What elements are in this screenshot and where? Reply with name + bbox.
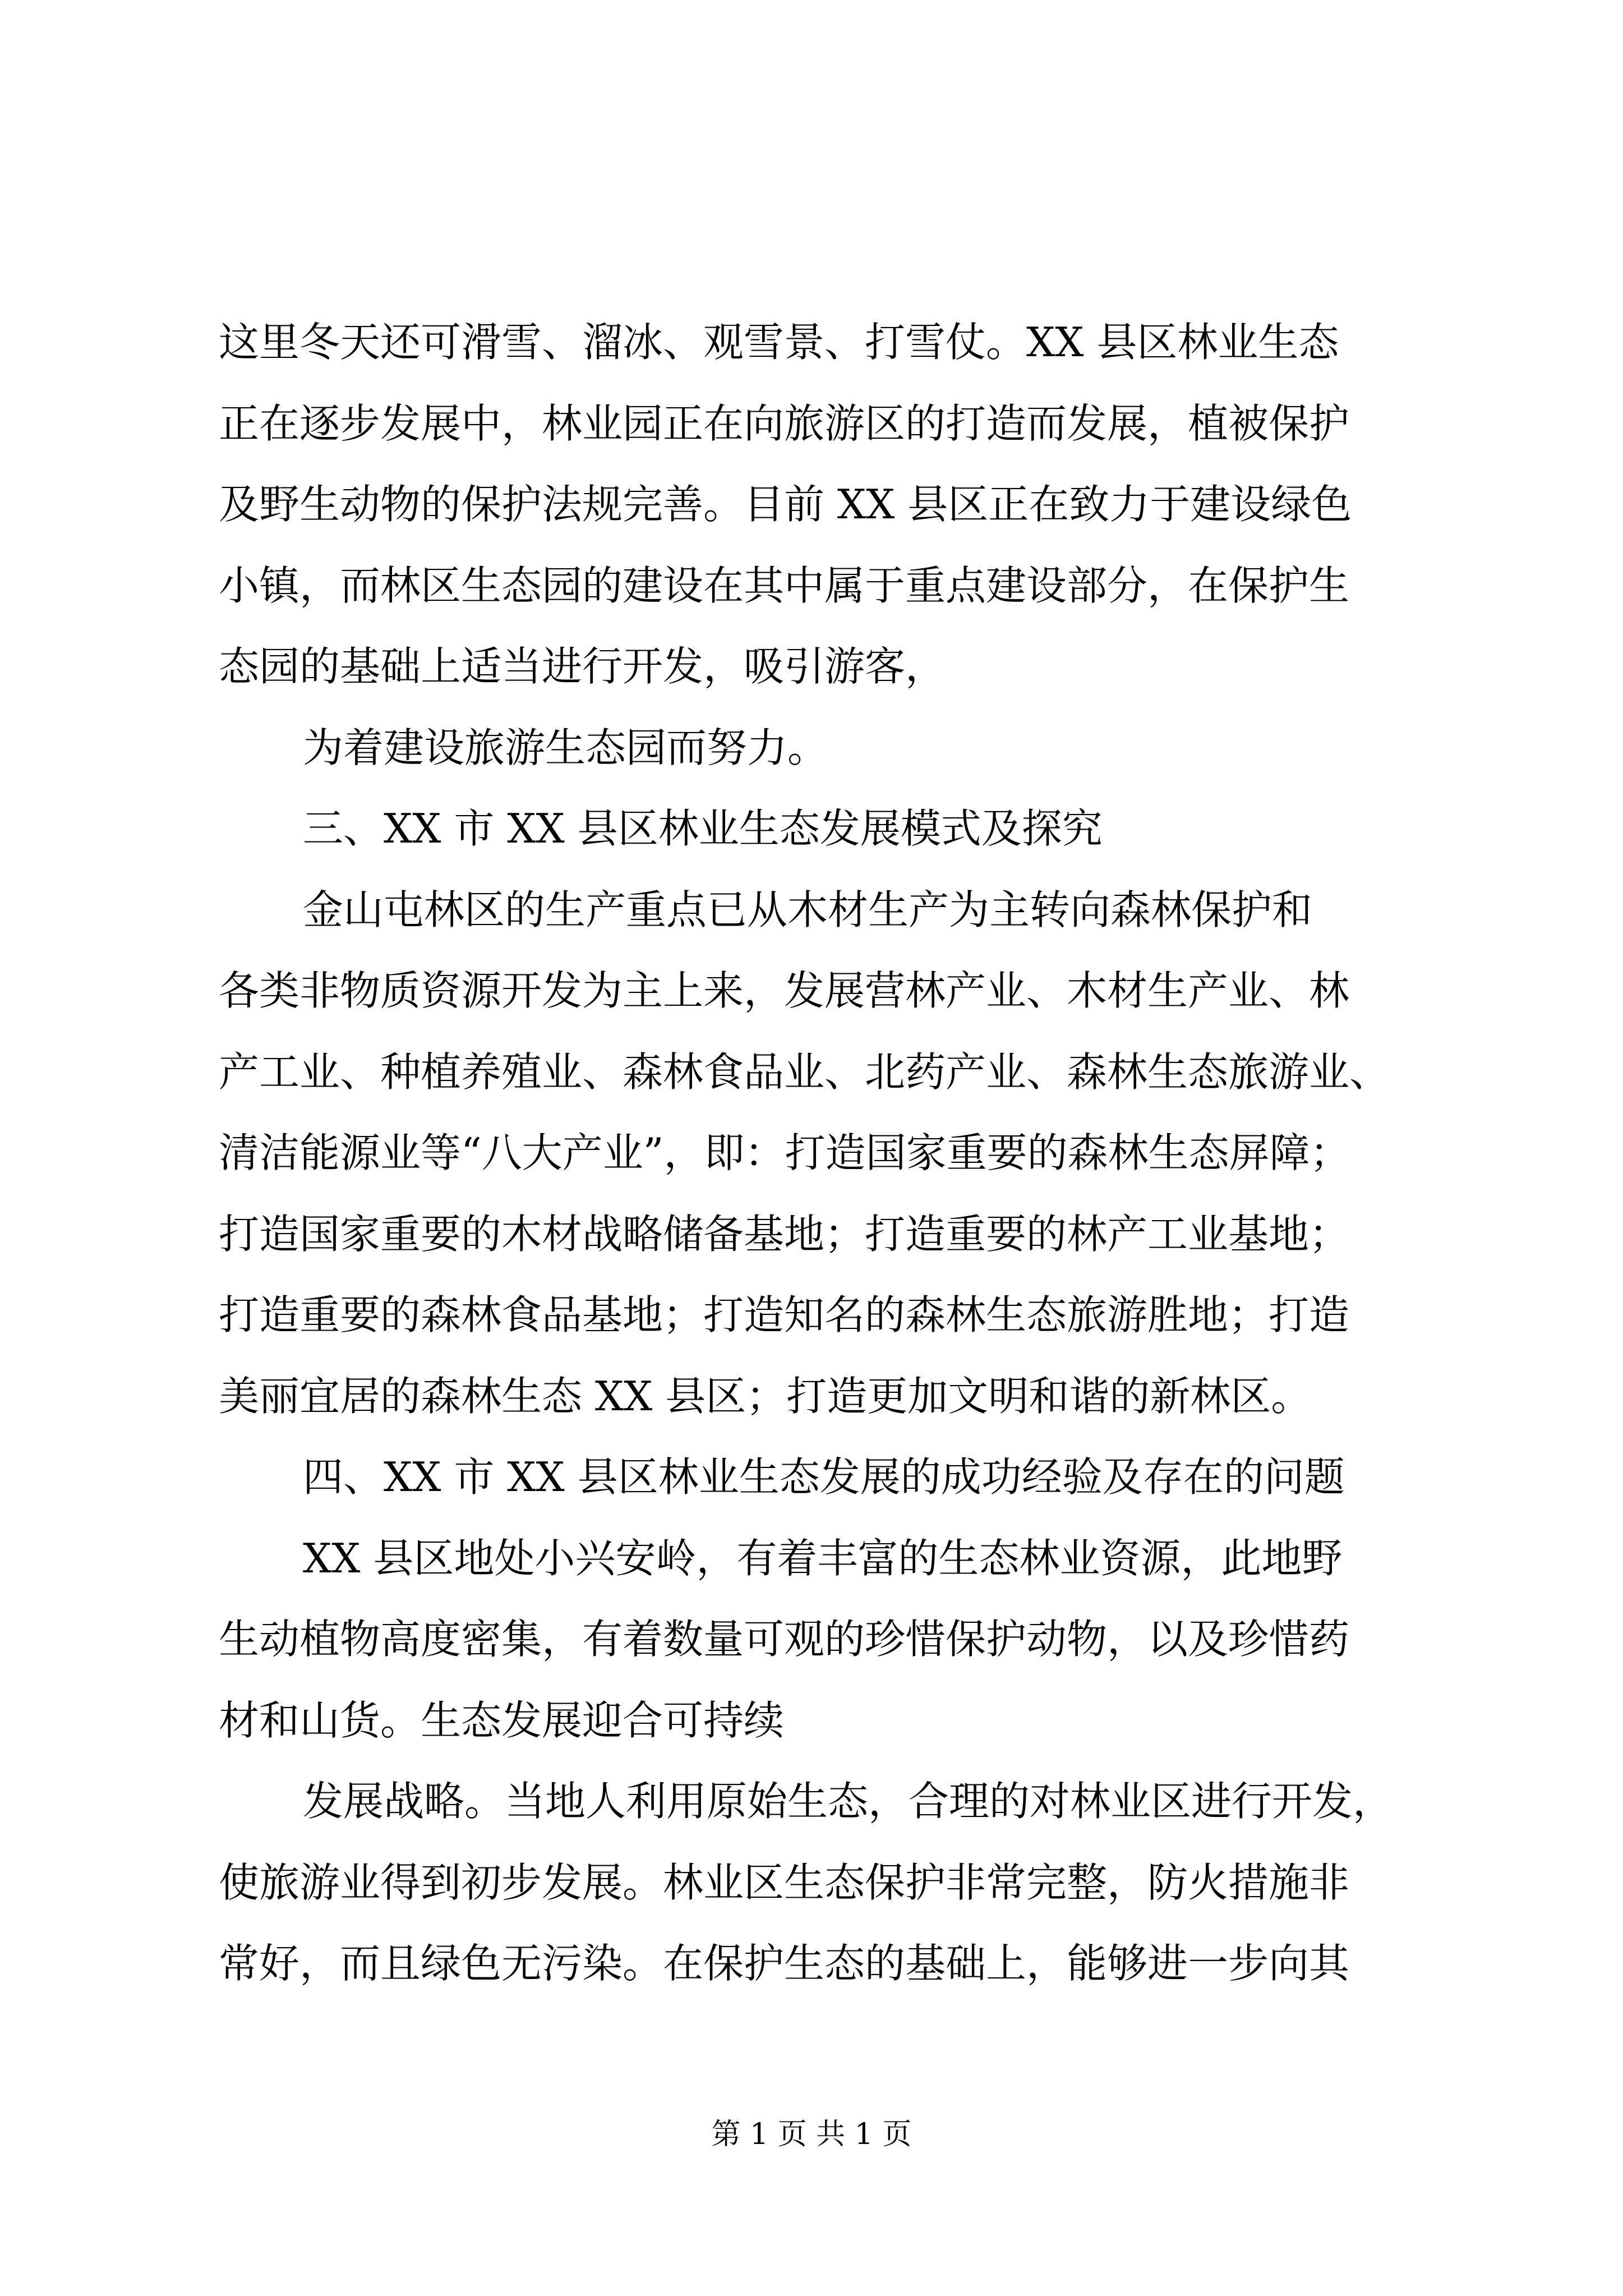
section-heading-4: 四、XX 市 XX 县区林业生态发展的成功经验及存在的问题: [303, 1453, 1345, 1501]
body-line-11: 清洁能源业等“八大产业”，即：打造国家重要的森林生态屏障；: [219, 1129, 1350, 1176]
body-line-13: 打造重要的森林食品基地；打造知名的森林生态旅游胜地；打造: [219, 1291, 1350, 1338]
body-line-21: 常好，而且绿色无污染。在保护生态的基础上，能够进一步向其: [219, 1940, 1350, 1987]
page-footer: [0, 2115, 1623, 2154]
document-body: [219, 302, 1436, 2004]
section-heading-3: 三、XX 市 XX 县区林业生态发展模式及探究: [303, 805, 1103, 852]
body-line-17: 生动植物高度密集，有着数量可观的珍惜保护动物，以及珍惜药: [219, 1616, 1350, 1663]
body-line-10: 产工业、种植养殖业、森林食品业、北药产业、森林生态旅游业、: [219, 1048, 1390, 1096]
body-line-20: 使旅游业得到初步发展。林业区生态保护非常完整，防火措施非: [219, 1858, 1350, 1906]
body-line-14: 美丽宜居的森林生态 XX 县区；打造更加文明和谐的新林区。: [219, 1372, 1312, 1420]
body-line-9: 各类非物质资源开发为主上来，发展营林产业、木材生产业、林: [219, 967, 1350, 1014]
body-line-12: 打造国家重要的木材战略储备基地；打造重要的林产工业基地；: [219, 1210, 1350, 1258]
body-line-1: 这里冬天还可滑雪、溜冰、观雪景、打雪仗。XX 县区林业生态: [219, 319, 1339, 366]
body-line-2: 正在逐步发展中，林业园正在向旅游区的打造而发展，植被保护: [219, 399, 1350, 447]
body-line-18: 材和山货。生态发展迎合可持续: [219, 1696, 785, 1744]
body-line-19: 发展战略。当地人利用原始生态，合理的对林业区进行开发，: [303, 1778, 1394, 1825]
body-line-3: 及野生动物的保护法规完善。目前 XX 县区正在致力于建设绿色: [219, 481, 1352, 528]
page-number-label: 第 1 页 共 1 页: [711, 2118, 912, 2151]
body-line-4: 小镇，而林区生态园的建设在其中属于重点建设部分，在保护生: [219, 562, 1350, 609]
body-line-6: 为着建设旅游生态园而努力。: [303, 724, 828, 771]
body-line-5: 态园的基础上适当进行开发，吸引游客，: [219, 643, 946, 690]
body-line-8: 金山屯林区的生产重点已从木材生产为主转向森林保护和: [303, 886, 1313, 933]
body-line-16: XX 县区地处小兴安岭，有着丰富的生态林业资源，此地野: [303, 1534, 1343, 1582]
